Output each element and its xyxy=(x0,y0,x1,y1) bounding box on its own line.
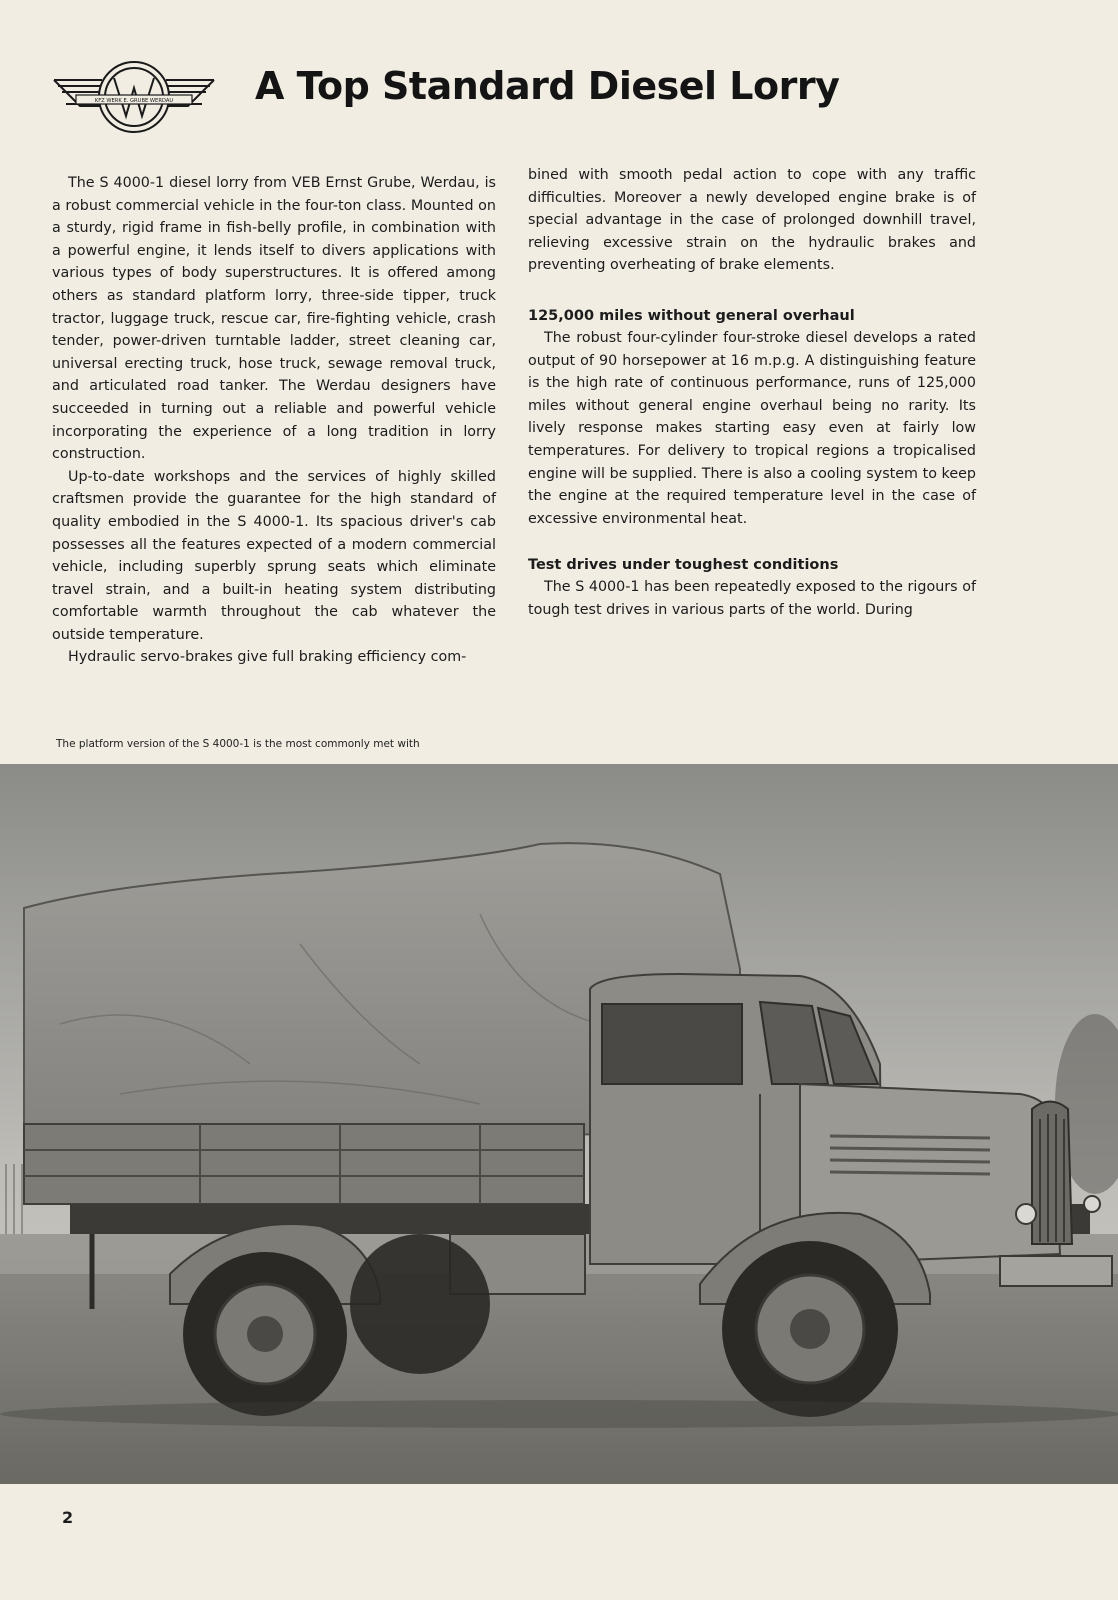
right-column xyxy=(528,164,976,622)
test-drives-paragraph: The S 4000-1 has been repeatedly exposed to the rigours of tough test drives in various parts of the world. During xyxy=(528,579,976,618)
brakes-continuation: bined with smooth pedal action to cope with any traffic difficulties. Moreover a newly developed engine brake is of special advantage in the case of prolonged downhill travel, relieving excessive strain on the hydraulic brakes and preventing overheating of brake elements. xyxy=(528,167,976,274)
page-title: A Top Standard Diesel Lorry xyxy=(255,64,840,108)
overhaul-paragraph: The robust four-cylinder four-stroke diesel develops a rated output of 90 horsepower at 16 m.p.g. A distinguishing feature is the high rate of continuous performance, runs of 125,000 miles without general engine overhaul being no rarity. Its lively response makes starting easy even at fairly low temperatures. For delivery to tropical regions a tropicalised engine will be supplied. There is also a cooling system to keep the engine at the required temperature level in the case of excessive environmental heat. xyxy=(528,329,976,527)
rear-wheel xyxy=(183,1252,347,1416)
test-drives-heading: Test drives under toughest conditions xyxy=(528,557,839,574)
intro-paragraph: The S 4000-1 diesel lorry from VEB Ernst Grube, Werdau, is a robust commercial vehicle in the four-ton class. Mounted on a sturdy, rigid frame in fish-belly profile, in combination with a powerful engine, it lends itself to divers applications with various types of body superstructures. It is offered among others as standard platform lorry, three-side tipper, truck tractor, luggage truck, rescue car, fire-fighting vehicle, crash tender, power-driven turntable ladder, street cleaning car, universal erecting truck, hose truck, sewage removal truck, and articulated road tanker. The Werdau designers have succeeded in turning out a reliable and powerful vehicle incorporating the experience of a long tradition in lorry construction. xyxy=(52,175,496,463)
lorry-photo xyxy=(0,764,1118,1484)
photo-caption: The platform version of the S 4000-1 is the most commonly met with xyxy=(56,738,420,750)
front-wheel xyxy=(722,1241,898,1417)
overhaul-heading: 125,000 miles without general overhaul xyxy=(528,307,855,324)
page-number: 2 xyxy=(62,1508,74,1527)
left-column xyxy=(52,172,496,669)
brakes-paragraph: Hydraulic servo-brakes give full braking efficiency com- xyxy=(68,649,467,666)
logo-text: KFZ WERK E. GRUBE WERDAU xyxy=(94,98,174,104)
workshops-paragraph: Up-to-date workshops and the services of highly skilled craftsmen provide the guarantee for the high standard of quality embodied in the S 4000-1. Its spacious driver's cab possesses all the features expected of a modern commercial vehicle, including superbly sprung seats which eliminate travel strain, and a built-in heating system distributing comfortable warmth throughout the cab whatever the outside temperature. xyxy=(52,468,496,643)
kfz-werk-logo xyxy=(52,58,216,136)
